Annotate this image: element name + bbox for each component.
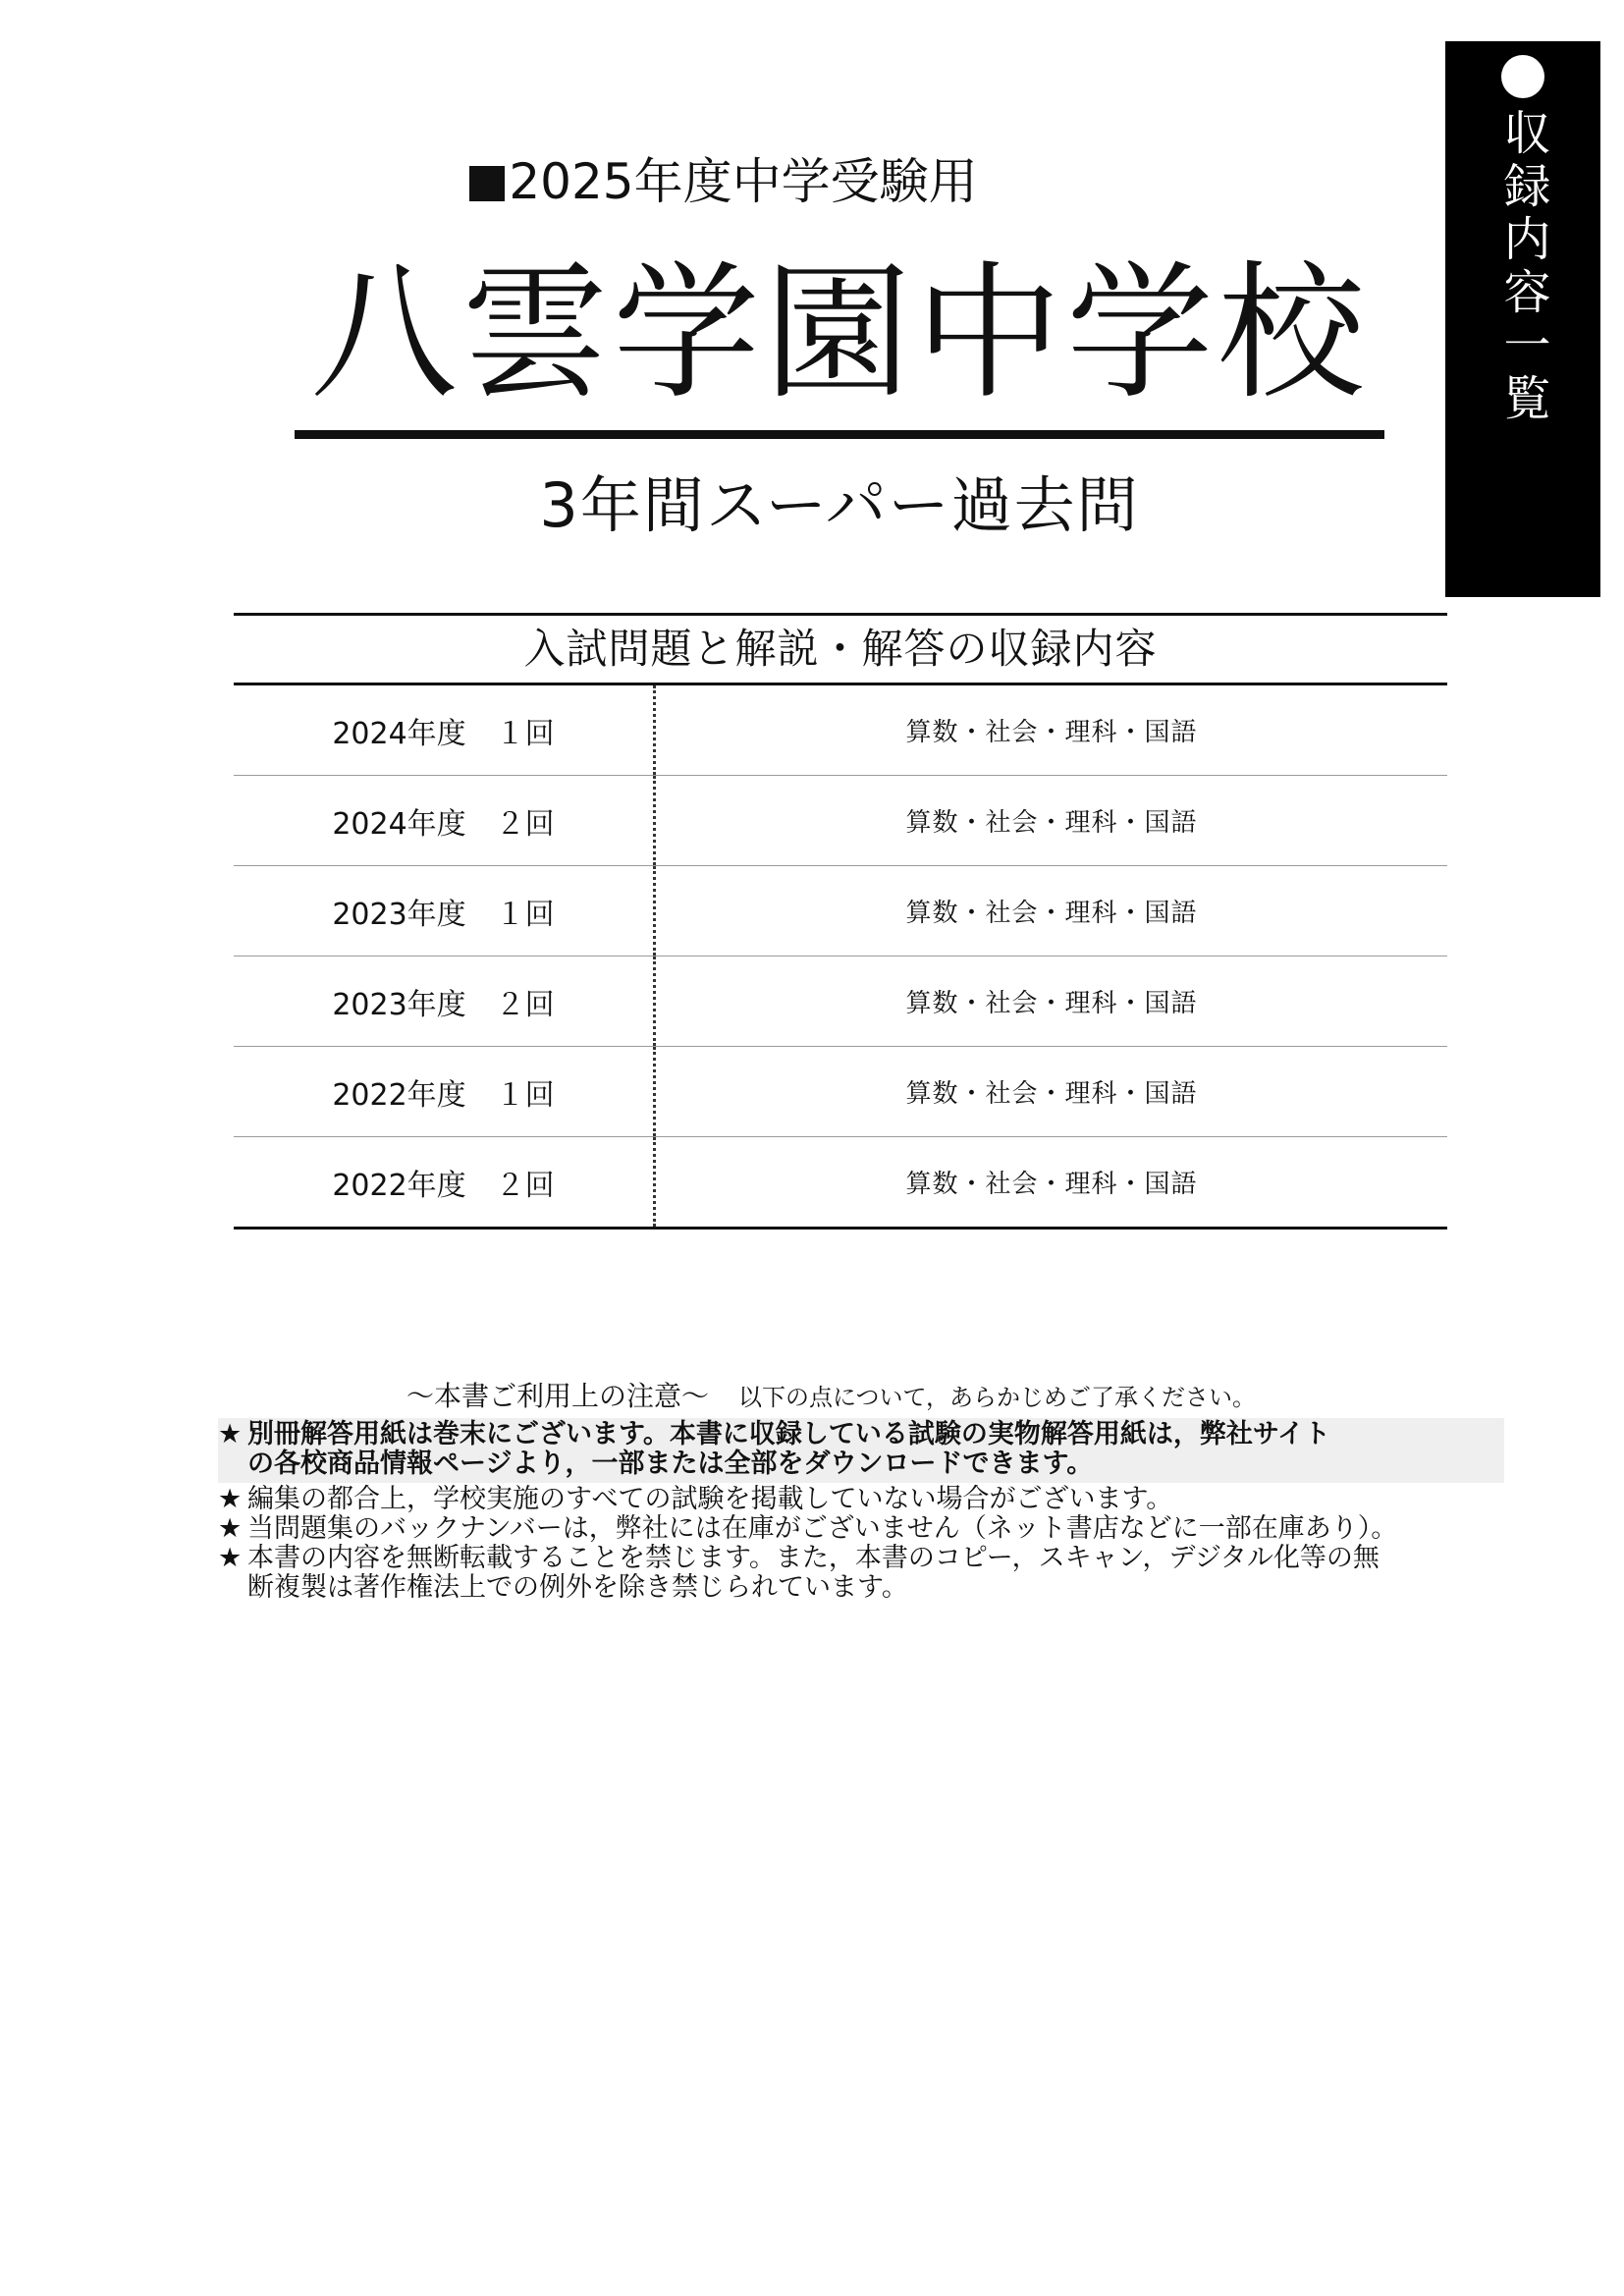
- table-heading: 入試問題と解説・解答の収録内容: [234, 616, 1447, 685]
- notes-title: ～本書ご利用上の注意～: [406, 1380, 710, 1412]
- side-tab-label: 収録内容一覧: [1495, 108, 1550, 426]
- note-line: の各校商品情報ページより，一部または全部をダウンロードできます。: [247, 1449, 1094, 1479]
- note-line: 当問題集のバックナンバーは，弊社には在庫がございません（ネット書店などに一部在庫あり）。: [247, 1513, 1398, 1544]
- note-item: [218, 1544, 1504, 1603]
- contents-table: [234, 613, 1447, 1230]
- note-line: 別冊解答用紙は巻末にございます。本書に収録している試験の実物解答用紙は，弊社サイト: [247, 1419, 1330, 1449]
- row-subjects: 算数・社会・理科・国語: [905, 1170, 1198, 1199]
- row-year: 2023年度 １回: [234, 866, 656, 956]
- title-divider: [295, 430, 1384, 439]
- table-row: [234, 1137, 1447, 1227]
- note-line: 本書の内容を無断転載することを禁じます。また，本書のコピー，スキャン，デジタル化等の無: [247, 1543, 1380, 1573]
- row-year: 2022年度 ２回: [234, 1137, 656, 1227]
- exam-year-text: 2025年度中学受験用: [509, 153, 978, 210]
- star-icon: ★: [218, 1419, 243, 1449]
- star-icon: ★: [218, 1484, 243, 1514]
- table-row: [234, 1047, 1447, 1137]
- row-year: 2022年度 １回: [234, 1047, 656, 1136]
- square-bullet-icon: [469, 166, 505, 201]
- table-row: [234, 685, 1447, 776]
- row-year: 2024年度 ２回: [234, 776, 656, 865]
- notes-heading: [406, 1380, 1256, 1414]
- note-item: [218, 1485, 1504, 1514]
- row-subjects: 算数・社会・理科・国語: [905, 899, 1198, 928]
- book-subtitle: 3年間スーパー過去問: [539, 469, 1140, 541]
- star-icon: ★: [218, 1543, 243, 1573]
- row-subjects: 算数・社会・理科・国語: [905, 1079, 1198, 1109]
- table-row: [234, 866, 1447, 957]
- note-line: 断複製は著作権法上での例外を除き禁じられています。: [247, 1572, 908, 1603]
- row-subjects: 算数・社会・理科・国語: [905, 808, 1198, 838]
- table-row: [234, 957, 1447, 1047]
- row-subjects: 算数・社会・理科・国語: [905, 718, 1198, 747]
- star-icon: ★: [218, 1513, 243, 1544]
- row-year: 2024年度 １回: [234, 685, 656, 775]
- side-tab: [1445, 41, 1600, 597]
- bullet-dot-icon: [1501, 55, 1544, 98]
- note-line: 編集の都合上，学校実施のすべての試験を掲載していない場合がございます。: [247, 1484, 1173, 1514]
- exam-year-label: [0, 152, 1624, 211]
- notes-list: [218, 1418, 1504, 1603]
- notes-subtitle: 以下の点について，あらかじめご了承ください。: [738, 1384, 1257, 1411]
- note-item: [218, 1514, 1504, 1544]
- row-subjects: 算数・社会・理科・国語: [905, 989, 1198, 1018]
- row-year: 2023年度 ２回: [234, 957, 656, 1046]
- note-item: [218, 1418, 1504, 1483]
- table-row: [234, 776, 1447, 866]
- school-name: 八雲学園中学校: [309, 248, 1369, 419]
